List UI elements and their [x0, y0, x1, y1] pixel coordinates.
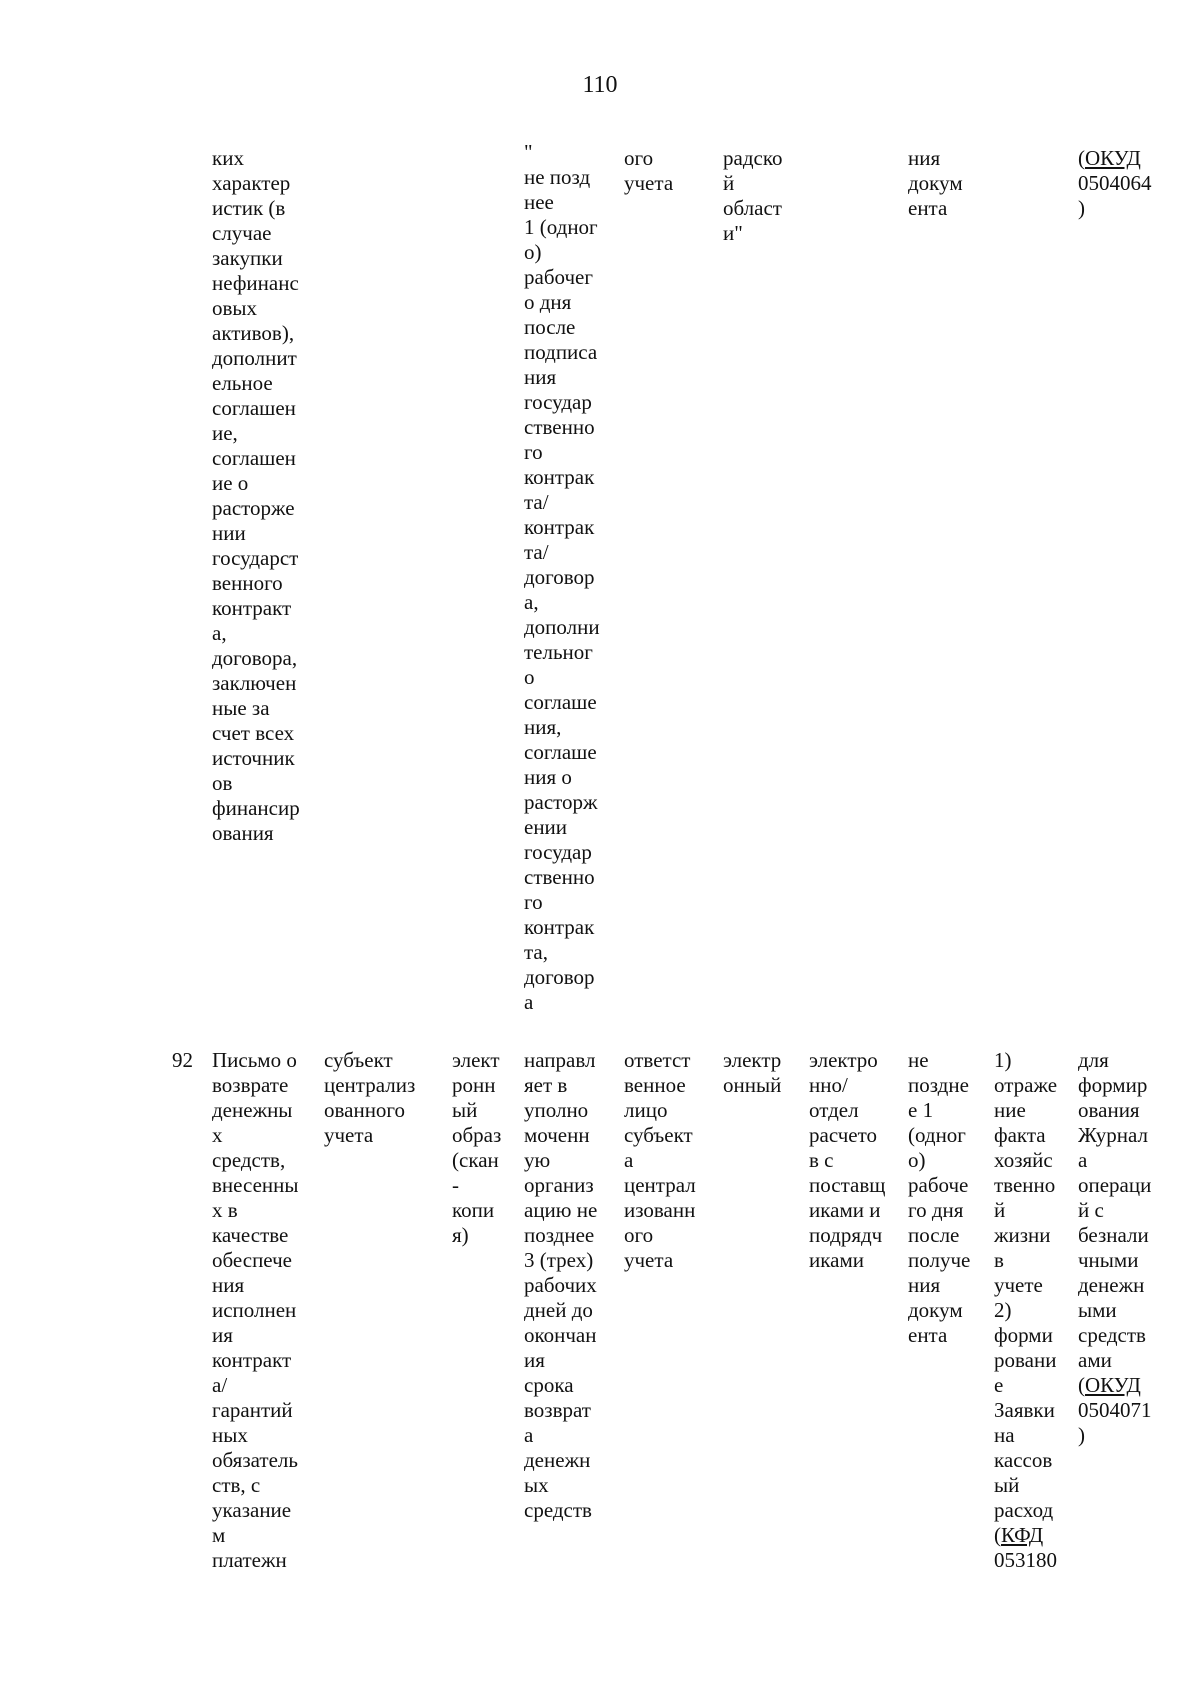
row-92-processing-deadline: не поздне е 1 (одног о) рабоче го дня после получе ния докум ента: [908, 1048, 971, 1347]
row-92-document-form: элект ронн ый образ (скан - копи я): [452, 1048, 502, 1247]
continued-row-responsible-person: ого учета: [624, 146, 674, 195]
continued-row-submission-deadline: " не позд нее 1 (одног о) рабочег о дня после подписа ния государ ственно го контрак та/ контрак та/ договор а, дополни тельног о соглаше ния, соглаше ния о расторж ении государ ственно го контрак та, договор а: [524, 140, 600, 1014]
row-92-document-name: Письмо о возврате денежны х средств, внесенны х в качестве обеспече ния исполнен ия контракт а/ гарантий ных обязатель ств, с указание м платежн: [212, 1048, 299, 1572]
row-92-processing-actions: 1) отраже ние факта хозяйс твенно й жизни в учете 2) форми ровани е Заявки на кассов ый расход (КФД 053180: [994, 1048, 1058, 1572]
continued-row-purpose: (ОКУД 0504064 ): [1078, 146, 1152, 220]
row-92-responsible-person: ответст венное лицо субъект а централ изованн ого учета: [624, 1048, 696, 1272]
row-92-creator: субъект централиз ованного учета: [324, 1048, 416, 1147]
okud-link: ОКУД: [1085, 1373, 1141, 1397]
okud-link: ОКУД: [1085, 146, 1141, 170]
row-92-recipient: электро нно/ отдел расчето в с поставщ иками и подрядч иками: [809, 1048, 886, 1272]
continued-row-document-description: ких характер истик (в случае закупки нефинанс овых активов), дополнит ельное соглашен ие, соглашен ие о расторже нии государст венного контракт а, договора, заключен ные за счет всех источник ов финансир ования: [212, 146, 300, 845]
row-92-transfer-method: электр онный: [723, 1048, 782, 1097]
kfd-link: КФД: [1001, 1523, 1044, 1547]
page-number: 110: [582, 72, 618, 98]
row-92-purpose: для формир ования Журнал а операци й с безнали чными денежн ыми средств ами (ОКУД 0504071 ): [1078, 1048, 1152, 1447]
continued-row-format: радско й област и": [723, 146, 783, 245]
row-number: 92: [172, 1048, 193, 1072]
row-92-submission-deadline: направл яет в уполно моченн ую организ ацию не позднее 3 (трех) рабочих дней до окончан ия срока возврат а денежн ых средств: [524, 1048, 598, 1522]
continued-row-processing-deadline: ния докум ента: [908, 146, 963, 220]
